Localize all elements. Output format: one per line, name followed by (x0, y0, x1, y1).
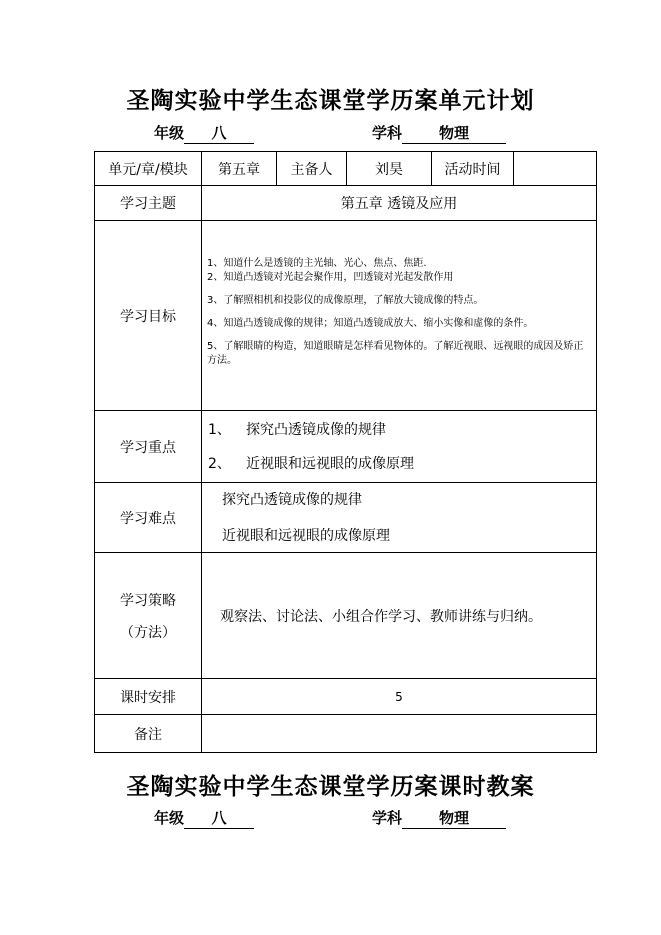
difficulties-list (202, 483, 597, 553)
key-points-label: 学习重点 (95, 411, 202, 483)
topic-value: 第五章 透镜及应用 (202, 186, 597, 221)
hours-row (95, 679, 597, 715)
subject-label: 学科 (372, 124, 403, 142)
module-label: 单元/章/模块 (95, 152, 202, 186)
lesson-grade-value: 八 (184, 807, 254, 829)
strategy-label (95, 553, 202, 679)
strategy-value: 观察法、讨论法、小组合作学习、教师讲练与归纳。 (202, 553, 597, 679)
goal-item: 3、了解照相机和投影仪的成像原理，了解放大镜成像的特点。 (207, 295, 484, 306)
lesson-plan-title: 圣陶实验中学生态课堂学历案课时教案 (126, 773, 535, 800)
grade-label: 年级 (154, 124, 185, 142)
key-point-item (208, 453, 596, 473)
difficulty-item: 探究凸透镜成像的规律 (222, 492, 362, 508)
key-points-row (95, 411, 597, 483)
grade-value: 八 (184, 122, 254, 144)
hours-value: 5 (202, 679, 597, 715)
topic-label: 学习主题 (95, 186, 202, 221)
key-point-num: 2、 (208, 456, 231, 472)
module-value: 第五章 (202, 152, 277, 186)
unit-plan-table (94, 151, 597, 753)
lesson-subject-label: 学科 (372, 809, 403, 827)
strategy-row (95, 553, 597, 679)
unit-plan-title: 圣陶实验中学生态课堂学历案单元计划 (126, 87, 535, 114)
key-point-text: 探究凸透镜成像的规律 (246, 422, 386, 438)
strategy-label-line2: （方法） (120, 624, 176, 641)
lesson-grade-field (154, 807, 254, 829)
header-row (95, 152, 597, 186)
goal-item: 5、了解眼睛的构造，知道眼睛是怎样看见物体的。了解近视眼、远视眼的成因及矫正方法。 (207, 341, 584, 366)
grade-field (154, 122, 254, 144)
lesson-subject-field (372, 807, 506, 829)
topic-row (95, 186, 597, 221)
activity-time-value (514, 152, 597, 186)
goal-item: 4、知道凸透镜成像的规律；知道凸透镜成放大、缩小实像和虚像的条件。 (207, 318, 534, 329)
key-points-list (202, 411, 597, 483)
notes-row (95, 715, 597, 753)
goals-label: 学习目标 (95, 221, 202, 411)
lesson-grade-label: 年级 (154, 809, 185, 827)
key-point-num: 1、 (208, 422, 231, 438)
preparer-value: 刘昊 (347, 152, 432, 186)
difficulty-item: 近视眼和远视眼的成像原理 (222, 528, 390, 544)
key-point-text: 近视眼和远视眼的成像原理 (246, 456, 414, 472)
difficulties-row (95, 483, 597, 553)
activity-time-label: 活动时间 (432, 152, 514, 186)
difficulties-label: 学习难点 (95, 483, 202, 553)
goal-item: 2、知道凸透镜对光起会聚作用，凹透镜对光起发散作用 (207, 272, 454, 283)
goals-row (95, 221, 597, 411)
subject-field (372, 122, 506, 144)
hours-label: 课时安排 (95, 679, 202, 715)
key-point-item (208, 419, 596, 439)
goal-item: 1、知道什么是透镜的主光轴、光心、焦点、焦距. (207, 258, 427, 269)
lesson-subject-value: 物理 (402, 807, 506, 829)
notes-label: 备注 (95, 715, 202, 753)
goals-list (202, 221, 597, 411)
notes-value (202, 715, 597, 753)
subject-value: 物理 (402, 122, 506, 144)
strategy-label-line1: 学习策略 (120, 592, 176, 609)
preparer-label: 主备人 (277, 152, 347, 186)
